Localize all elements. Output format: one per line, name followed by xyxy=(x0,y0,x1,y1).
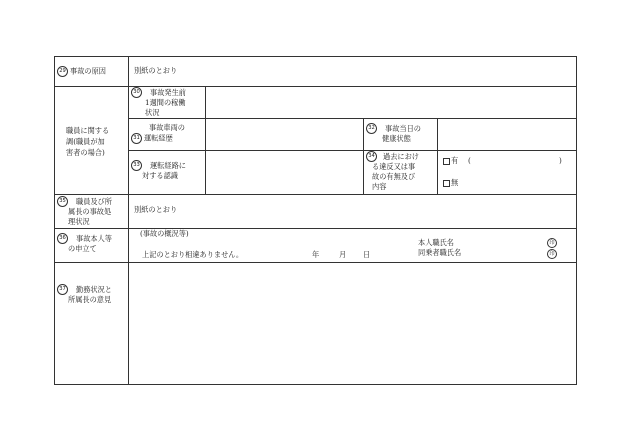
border-top xyxy=(54,56,576,57)
cause-label xyxy=(57,66,106,77)
label-line: 運転経路に xyxy=(150,160,186,170)
vehicle-history-label xyxy=(131,123,185,144)
label-line: 職員及び所 xyxy=(76,196,112,206)
label-line: 状況 xyxy=(145,108,160,117)
label-line: 故の有無及び xyxy=(372,172,416,181)
label-line: 害者の場合) xyxy=(66,148,105,157)
label-line: 対する認識 xyxy=(142,171,178,180)
paren-open: ( xyxy=(468,156,471,165)
violation-yes-option[interactable] xyxy=(443,156,458,166)
date-year: 年 xyxy=(312,250,320,259)
item-number: 34 xyxy=(366,151,377,162)
item-number: 37 xyxy=(57,284,68,295)
violation-no-option[interactable] xyxy=(443,178,458,188)
row-divider xyxy=(54,228,576,229)
row-divider xyxy=(54,262,576,263)
border-right xyxy=(576,56,577,385)
route-label xyxy=(131,160,186,181)
investigation-label xyxy=(66,125,109,158)
person-name-label: 本人職氏名 xyxy=(418,238,454,247)
label-line: 健康状態 xyxy=(382,134,411,143)
activities-label xyxy=(131,87,186,118)
item-number: 29 xyxy=(57,66,68,77)
item-number: 30 xyxy=(131,87,142,98)
item-number: 31 xyxy=(131,133,142,144)
health-label xyxy=(366,123,421,144)
mid-divider xyxy=(363,118,364,194)
paren-close: ) xyxy=(559,156,562,165)
row-divider xyxy=(54,194,576,195)
border-bottom xyxy=(54,384,576,385)
label-line: 過去におけ xyxy=(383,151,419,161)
label-line: 運転経歴 xyxy=(144,133,173,143)
statement-label xyxy=(57,233,112,254)
statement-confirm: 上記のとおり相違ありません。 xyxy=(142,250,244,259)
sub-label-divider xyxy=(205,86,206,194)
label-line: 調(職員が加 xyxy=(66,137,105,146)
label-line: 属長の事故処 xyxy=(68,207,112,216)
label-line: 勤務状況と xyxy=(76,284,112,294)
no-label: 無 xyxy=(451,178,459,187)
handling-value: 別紙のとおり xyxy=(134,205,178,214)
item-number: 32 xyxy=(366,123,377,134)
date-month: 月 xyxy=(339,250,347,259)
label-line: 所属長の意見 xyxy=(68,295,112,304)
handling-label xyxy=(57,196,112,227)
checkbox[interactable] xyxy=(443,158,450,165)
sub-divider xyxy=(128,150,576,151)
label-line: 事故本人等 xyxy=(76,233,112,243)
label-line: の申立て xyxy=(68,244,97,253)
label-line: 事故当日の xyxy=(385,123,421,133)
border-left xyxy=(54,56,55,385)
yes-label: 有 xyxy=(451,156,459,165)
passenger-seal-icon: 印 xyxy=(547,249,557,259)
date-day: 日 xyxy=(363,250,371,259)
label-line: 職員に関する xyxy=(66,126,110,135)
item-number: 35 xyxy=(57,196,68,207)
opinion-label xyxy=(57,284,112,305)
label-line: 事故発生前 xyxy=(150,87,186,97)
label-line: る違反又は事 xyxy=(372,162,416,171)
cause-value: 別紙のとおり xyxy=(134,66,178,75)
sub-divider xyxy=(128,118,576,119)
item-number: 36 xyxy=(57,233,68,244)
item-number: 33 xyxy=(131,160,142,171)
cause-label-text: 事故の原因 xyxy=(70,66,106,76)
mid-label-divider xyxy=(437,118,438,194)
person-seal-icon: 印 xyxy=(547,238,557,248)
label-line: 事故車両の xyxy=(149,123,185,132)
label-line: 理状況 xyxy=(68,217,90,226)
passenger-name-label: 同乗者職氏名 xyxy=(418,248,462,257)
label-line: 内容 xyxy=(372,182,387,191)
statement-summary: (事故の概況等) xyxy=(140,229,189,238)
checkbox[interactable] xyxy=(443,180,450,187)
violation-label xyxy=(366,151,419,192)
label-line: 1週間の稼働 xyxy=(145,98,186,107)
label-column-divider xyxy=(128,56,129,385)
